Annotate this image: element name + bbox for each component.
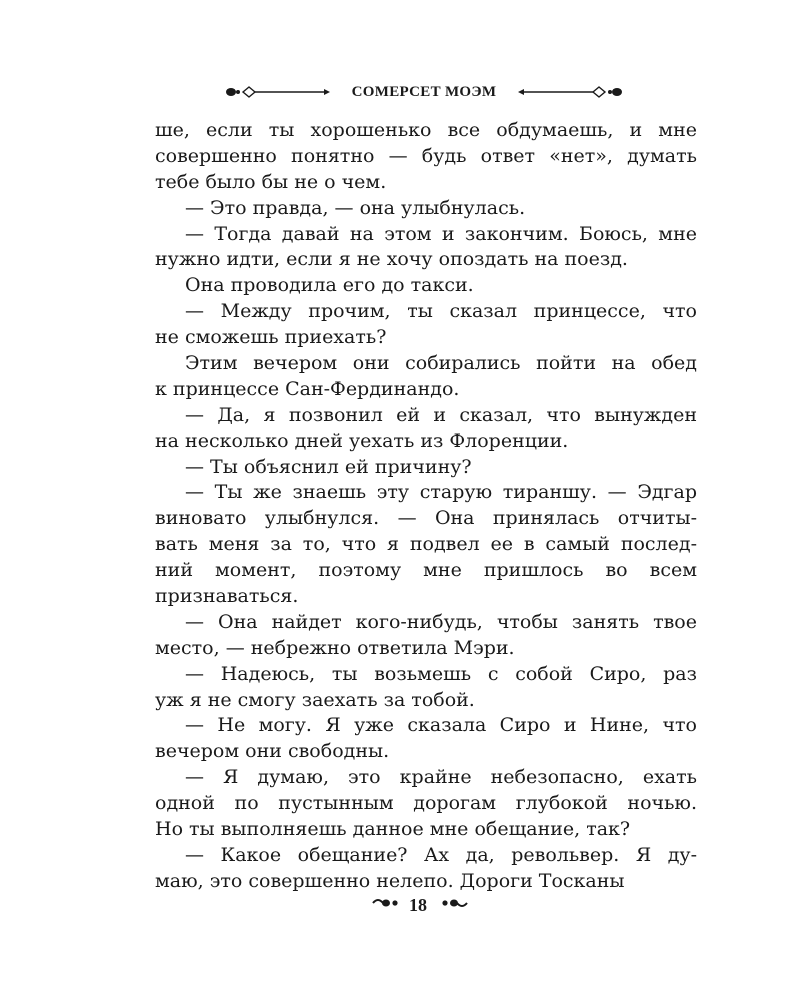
text-line: — Ты же знаешь эту старую тираншу. — Эдгар	[185, 481, 697, 504]
page-number: 18	[409, 895, 427, 915]
right-folio-ornament-icon	[439, 893, 469, 913]
text-line: к принцессе Сан-Фердинандо.	[155, 377, 460, 400]
text-line: маю, это совершенно нелепо. Дороги Тосканы	[155, 869, 625, 892]
text-line: — Ты объяснил ей причину?	[185, 455, 472, 478]
text-line: нужно идти, если я не хочу опоздать на поезд.	[155, 248, 628, 271]
text-line: совершенно понятно — будь ответ «нет», думать	[155, 144, 697, 167]
text-line: признаваться.	[155, 585, 299, 608]
text-line: одной по пустынным дорогам глубокой ночью.	[155, 792, 697, 815]
text-line: — Не могу. Я уже сказала Сиро и Нине, что	[185, 714, 697, 737]
text-line: Но ты выполняешь данное мне обещание, так?	[155, 818, 631, 841]
text-line: уж я не смогу заехать за тобой.	[155, 688, 475, 711]
text-line: тебе было бы не о чем.	[155, 170, 387, 193]
text-line: ний момент, поэтому мне пришлось во всем	[155, 559, 697, 582]
text-line: — Какое обещание? Ах да, револьвер. Я ду-	[185, 843, 697, 866]
text-line: виновато улыбнулся. — Она принялась отчиты-	[155, 507, 697, 530]
left-folio-ornament-icon	[371, 893, 401, 913]
page-footer	[0, 893, 800, 919]
text-line: не сможешь приехать?	[155, 326, 387, 349]
left-ornament-icon	[224, 82, 334, 102]
text-line: — Между прочим, ты сказал принцессе, что	[185, 300, 697, 323]
text-line: — Тогда давай на этом и закончим. Боюсь, мне	[185, 222, 697, 245]
text-line: — Это правда, — она улыбнулась.	[185, 196, 526, 219]
running-head	[0, 82, 800, 106]
body-text	[155, 118, 697, 895]
text-line: место, — небрежно ответила Мэри.	[155, 636, 515, 659]
text-line: вать меня за то, что я подвел ее в самый послед-	[155, 533, 697, 556]
text-line: вечером они свободны.	[155, 740, 390, 763]
text-line: Этим вечером они собирались пойти на обед	[185, 352, 697, 375]
text-line: — Надеюсь, ты возьмешь с собой Сиро, раз	[185, 662, 697, 685]
text-line: — Я думаю, это крайне небезопасно, ехать	[185, 766, 697, 789]
text-line: — Да, я позвонил ей и сказал, что вынужден	[185, 403, 697, 426]
running-head-title: СОМЕРСЕТ МОЭМ	[351, 84, 497, 100]
right-ornament-icon	[514, 82, 624, 102]
text-line: на несколько дней уехать из Флоренции.	[155, 429, 569, 452]
text-line: ше, если ты хорошенько все обдумаешь, и мне	[155, 119, 697, 141]
text-line: — Она найдет кого-нибудь, чтобы занять твое	[185, 610, 697, 633]
text-line: Она проводила его до такси.	[185, 274, 474, 297]
